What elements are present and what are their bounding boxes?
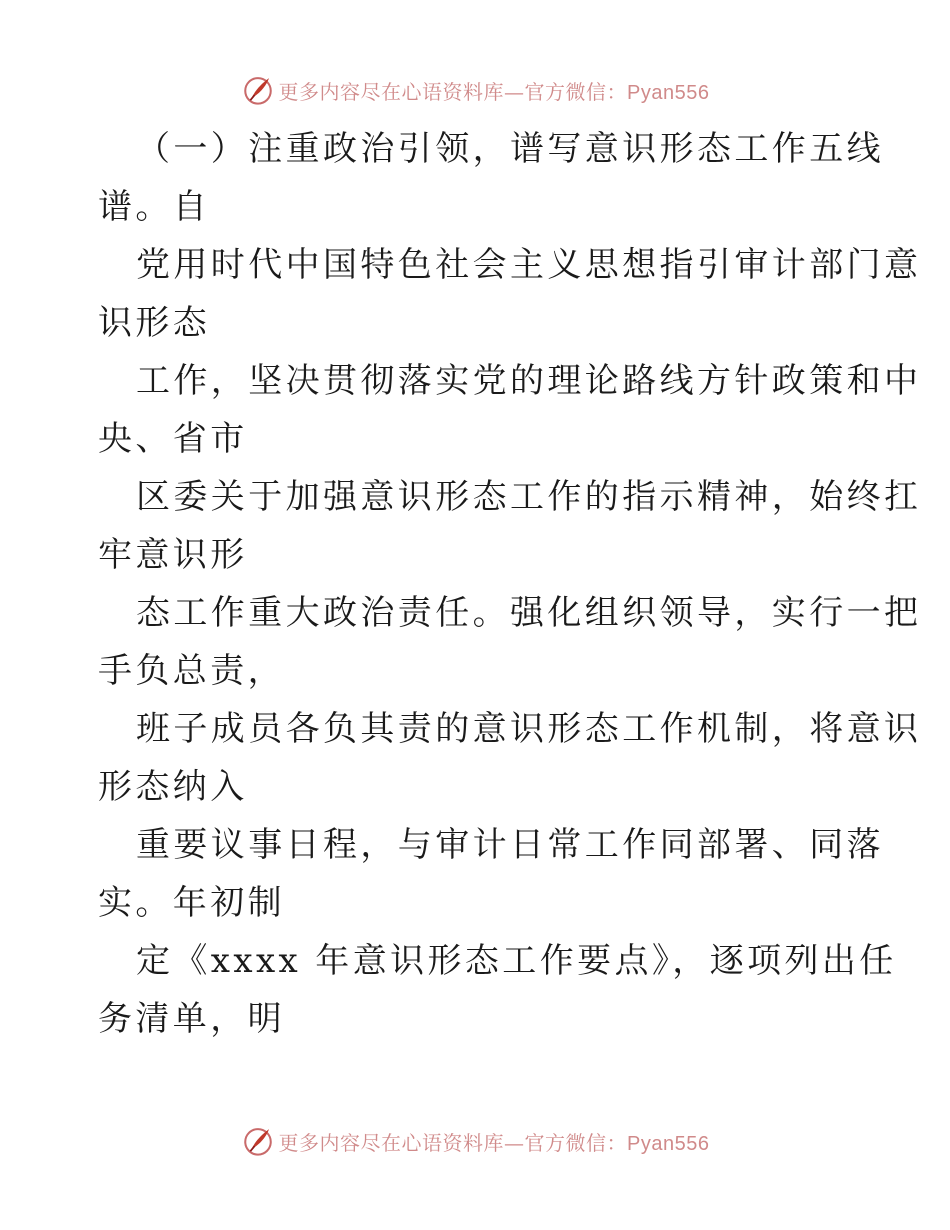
watermark-suffix: 官方微信： <box>524 79 628 104</box>
watermark-dash: — <box>504 1130 525 1155</box>
body-line: 牢意识形 <box>98 535 248 575</box>
watermark-text <box>279 76 710 105</box>
paragraph <box>98 120 922 1048</box>
quill-pen-logo-icon <box>241 1124 275 1158</box>
document-body <box>98 120 922 1048</box>
body-line: 形态纳入 <box>98 767 248 807</box>
body-line: 手负总责， <box>98 651 285 691</box>
body-line: 谱。自 <box>98 187 211 227</box>
footer-watermark <box>0 1121 950 1161</box>
header-watermark <box>0 70 950 110</box>
body-line: 央、省市 <box>98 419 248 459</box>
watermark-title: 更多内容尽在心语资料库 <box>278 79 505 104</box>
quill-pen-logo-icon <box>241 73 275 107</box>
body-line: 区委关于加强意识形态工作的指示精神，始终扛 <box>136 477 922 517</box>
body-line: 党用时代中国特色社会主义思想指引审计部门意 <box>136 245 922 285</box>
body-line: 识形态 <box>98 303 211 343</box>
body-line: 重要议事日程，与审计日常工作同部署、同落 <box>136 825 884 865</box>
body-line: 工作，坚决贯彻落实党的理论路线方针政策和中 <box>136 361 922 401</box>
body-line: 班子成员各负其责的意识形态工作机制，将意识 <box>136 709 922 749</box>
body-line: （一）注重政治引领，谱写意识形态工作五线 <box>136 129 884 169</box>
watermark-title: 更多内容尽在心语资料库 <box>278 1130 505 1155</box>
watermark-wechat-id: Pyan556 <box>627 1132 710 1155</box>
body-line: 态工作重大政治责任。强化组织领导，实行一把 <box>136 593 922 633</box>
watermark-wechat-id: Pyan556 <box>627 81 710 104</box>
body-line: 实。年初制 <box>98 883 285 923</box>
body-line: 务清单，明 <box>98 999 285 1039</box>
watermark-suffix: 官方微信： <box>524 1130 628 1155</box>
watermark-dash: — <box>504 79 525 104</box>
watermark-text <box>279 1127 710 1156</box>
body-line: 定《xxxx 年意识形态工作要点》，逐项列出任 <box>136 941 897 981</box>
